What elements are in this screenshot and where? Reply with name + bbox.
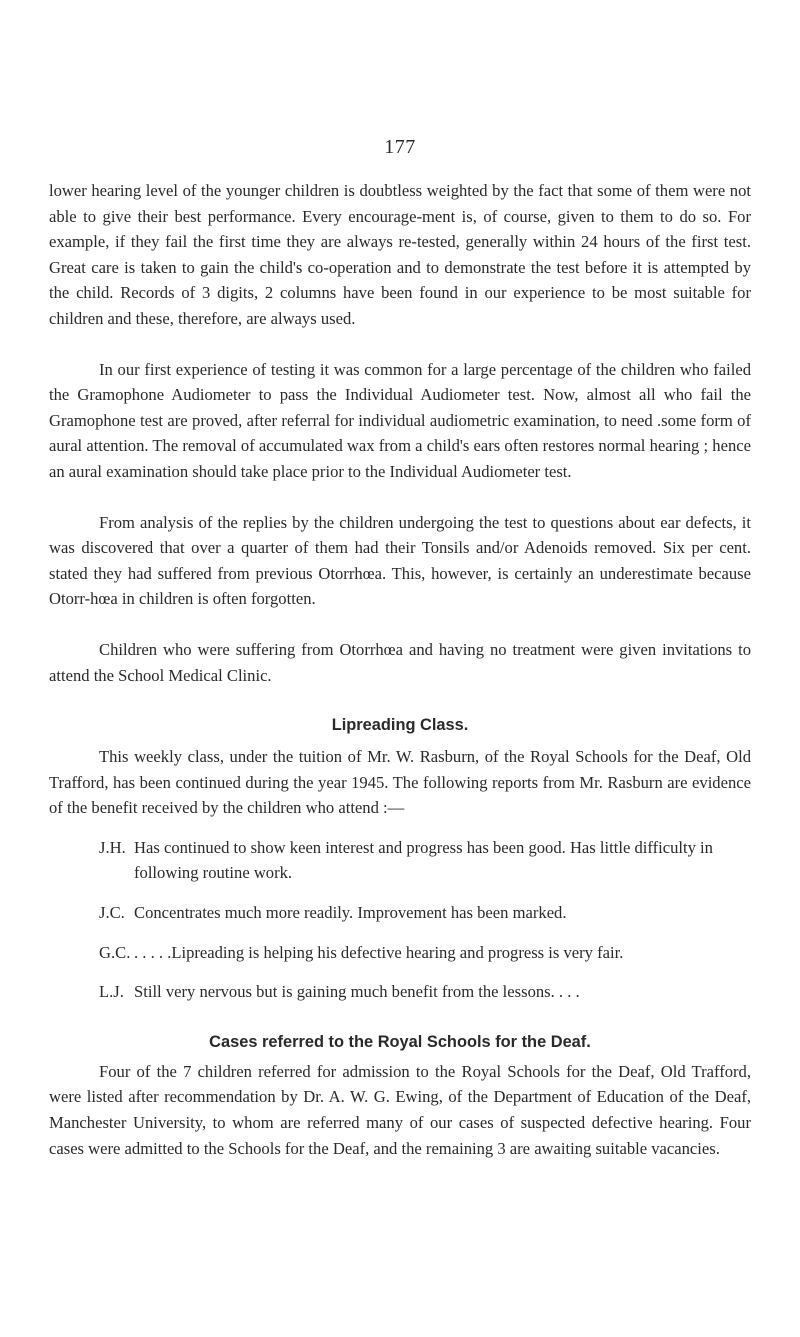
page-number: 177: [384, 136, 416, 158]
report-initials: G.C.: [99, 942, 131, 962]
report-item: [49, 900, 751, 926]
lipreading-heading: Lipreading Class.: [331, 716, 469, 735]
report-text: Still very nervous but is gaining much benefit from the lessons. . . .: [134, 982, 580, 1002]
report-text: Has continued to show keen interest and progress has been good. Has little difficulty in following routine work.: [134, 837, 713, 883]
report-item: [49, 979, 751, 1005]
paragraph-continuation: lower hearing level of the younger children is doubtless weighted by the fact that some of them were not able to give their best performance. Every encourage-ment is, of course, given to them to do so. For example, if they fail the first time they are always re-tested, generally within 24 hours of the first test. Great care is taken to gain the child's co-operation and to demonstrate the test before it is attempted by the child. Records of 3 digits, 2 columns have been found in our experience to be most suitable for children and these, therefore, are always used.: [49, 181, 751, 328]
paragraph-otorrhoea: Children who were suffering from Otorrhœa and having no treatment were given invitations to attend the School Medical Clinic.: [49, 639, 751, 685]
paragraph-ear-defects: From analysis of the replies by the children undergoing the test to questions about ear defects, it was discovered that over a quarter of them had their Tonsils and/or Adenoids removed. Six per cent. stated they had suffered from previous Otorrhœa. This, however, is certainly an underestimate because Otorr-hœa in children is often forgotten.: [49, 512, 751, 609]
report-text: Concentrates much more readily. Improvement has been marked.: [134, 903, 567, 923]
page-body: [49, 178, 751, 1161]
report-text: . . . . .Lipreading is helping his defective hearing and progress is very fair.: [134, 942, 624, 962]
report-initials: J.C.: [99, 903, 125, 923]
royal-schools-heading: Cases referred to the Royal Schools for the Deaf.: [209, 1032, 591, 1051]
report-item: [49, 940, 751, 966]
paragraph-gramophone-test: In our first experience of testing it was common for a large percentage of the children who failed the Gramophone Audiometer to pass the Individual Audiometer test. Now, almost all who fail the Gramophone test are proved, after referral for individual audiometric examination, to need .some form of aural attention. The removal of accumulated wax from a child's ears often restores normal hearing ; hence an aural examination should take place prior to the Individual Audiometer test.: [49, 359, 751, 481]
report-item: [49, 835, 751, 886]
report-initials: L.J.: [99, 982, 124, 1002]
report-initials: J.H.: [99, 837, 126, 857]
lipreading-intro: This weekly class, under the tuition of Mr. W. Rasburn, of the Royal Schools for the Deaf, Old Trafford, has been continued during the year 1945. The following reports from Mr. Rasburn are evidence of the benefit received by the children who attend :—: [49, 747, 751, 818]
royal-schools-paragraph: Four of the 7 children referred for admission to the Royal Schools for the Deaf, Old Trafford, were listed after recommendation by Dr. A. W. G. Ewing, of the Department of Education of the Deaf, Manchester University, to whom are referred many of our cases of suspected defective hearing. Four cases were admitted to the Schools for the Deaf, and the remaining 3 are awaiting suitable vacancies.: [49, 1061, 751, 1158]
